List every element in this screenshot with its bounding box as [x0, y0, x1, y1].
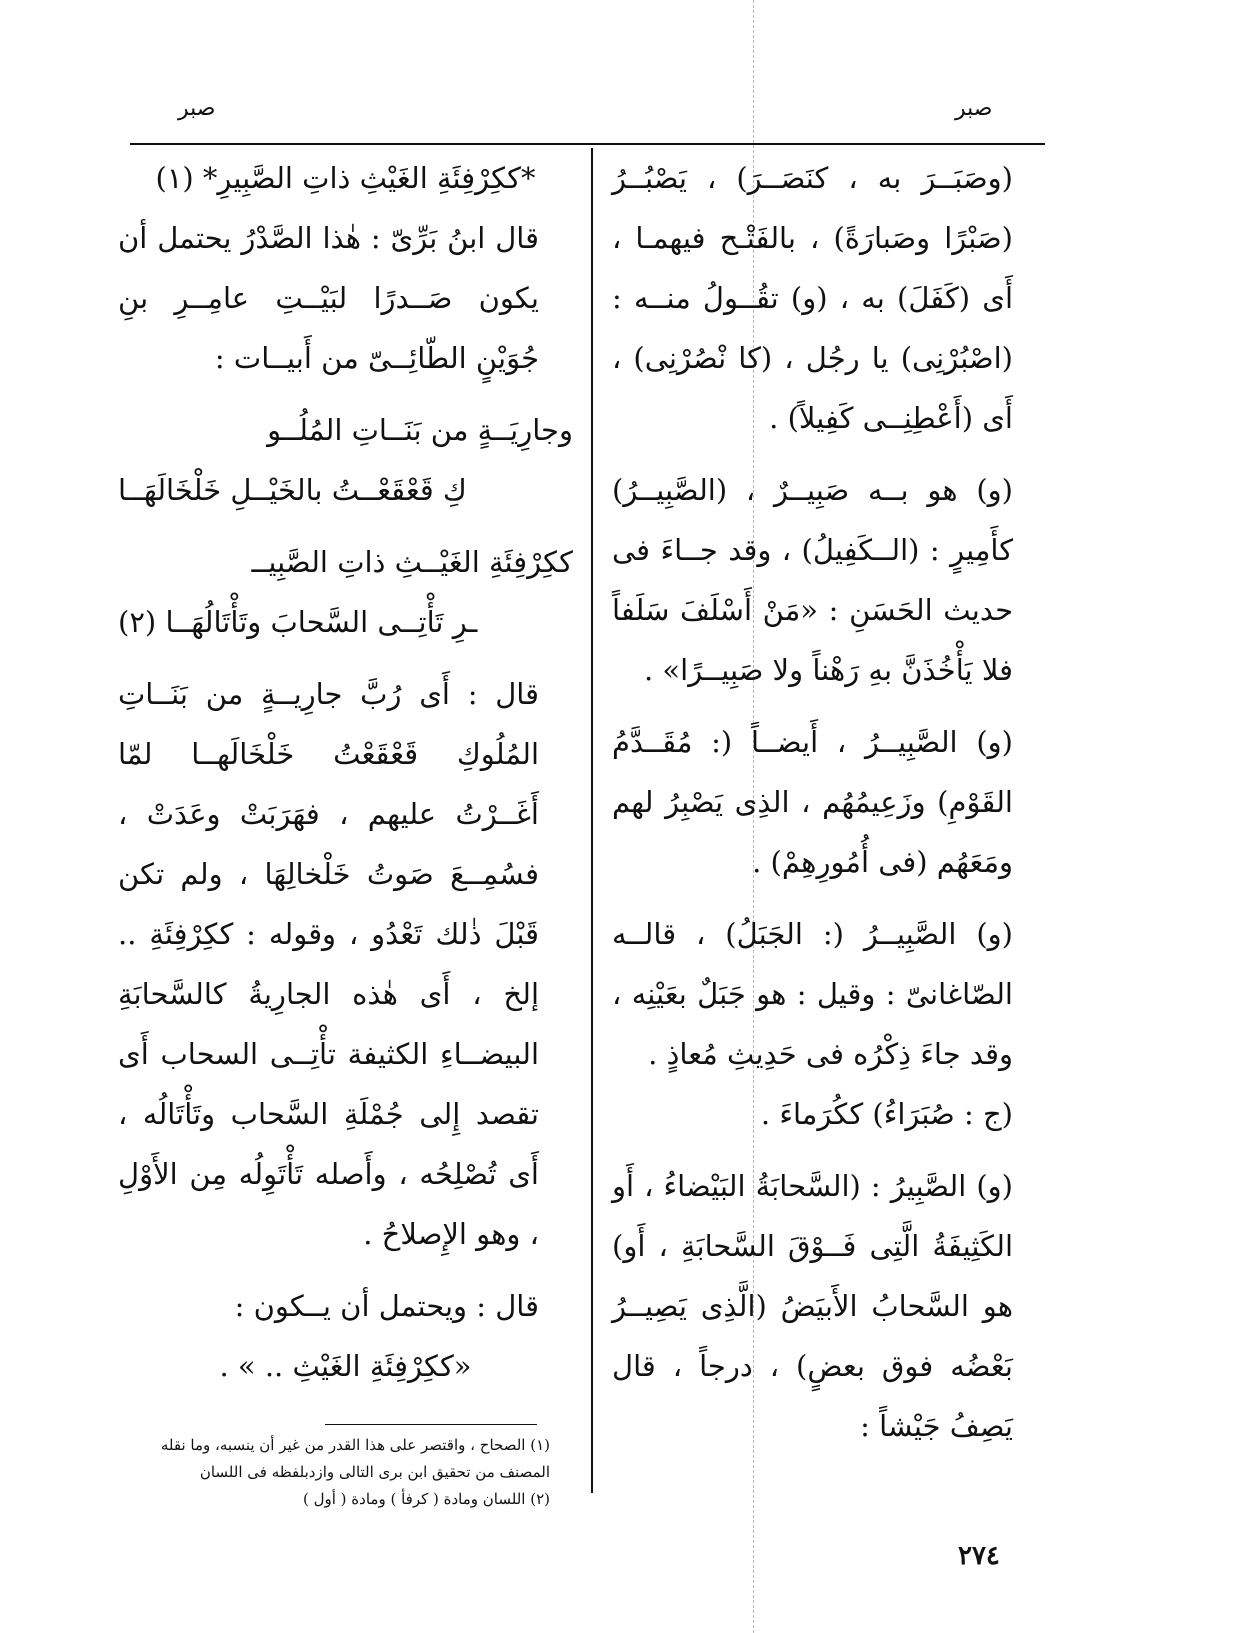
verse-line: كِ قَعْقَعْــتُ بالخَيْــلِ خَلْخَالَهَــا [118, 473, 467, 507]
header-rule [130, 143, 1045, 145]
entry-paragraph: (وصَبَــرَ به ، كنَصَــرَ) ، يَصْبُــرُ (صَبْرًا وصَبارَةً) ، بالفَتْـح فيهمـا ، أَى (كَفَلَ) به ، (و) تقُــولُ منــه : (اصْبُرْنِى) يا رجُل ، (كا نْصُرْنِى) ، أَى (أَعْطِنِــى كَفِيلاً) . [612, 161, 1013, 435]
plural-line: (ج : صُبَرَاءُ) ككُرَماءَ . [760, 1097, 1013, 1131]
entry-paragraph: (و) هو بــه صَبِيــرٌ ، (الصَّبِيــرُ) كأَمِيرٍ : (الــكَفِيلُ) ، وقد جــاءَ فى حديث الحَسَنِ : «مَنْ أَسْلَفَ سَلَفاً فلا يَأْخُذَنَّ بهِ رَهْناً ولا صَبِيــرًا» . [612, 473, 1013, 687]
footnote-rule [325, 1424, 537, 1425]
right-column [612, 148, 1047, 1456]
verse-line: وجارِيَــةٍ من بَنَــاتِ المُلُــو [267, 413, 573, 447]
entry-paragraph: قال : أَى رُبَّ جارِيــةٍ من بَنَــاتِ المُلُوكِ قَعْقَعْتُ خَلْخَالَهــا لمّا أَغَــرْتُ عليهم ، فهَرَبَتْ وعَدَتْ ، فسُمِــعَ صَوتُ خَلْخالِهَا ، ولم تكن قَبْلَ ذٰلك تَعْدُو ، وقوله : ككِرْفِئَةِ .. إلخ ، أَى هٰذه الجارِيةُ كالسَّحابَةِ البيضــاءِ الكثيفة تأْتِــى السحاب أَى تقصد إِلى جُمْلَةِ السَّحاب وتَأْتَالُه ، أَى تُصْلِحُه ، وأَصله تَأْتَوِلُه مِن الأَوْلِ ، وهو الإِصلاحُ . [118, 677, 539, 1251]
verse-couplet [118, 532, 573, 652]
header-right-title: صبر [955, 96, 993, 121]
verse-couplet [118, 400, 573, 520]
column-divider [591, 148, 593, 1493]
entry-paragraph: قال ابنُ بَرِّىّ : هٰذا الصَّدْرُ يحتمل أن يكون صَــدرًا لبَيْــتِ عامِــرِ بنِ جُوَيْنٍ الطّائِــىّ من أَبيــات : [118, 221, 539, 375]
quoted-hemistich: *ككِرْفِئَةِ الغَيْثِ ذاتِ الصَّبِيرِ* (١) [155, 161, 536, 195]
footnote: (١) الصحاح ، واقتصر على هذا القدر من غير أن ينسبه، وما نقله المصنف من تحقيق ابن برى التالى وازدبلفظه فى اللسان [160, 1436, 550, 1481]
verse-line: ـرِ تَأْتِــى السَّحابَ وتَأْتَالُهَــا (٢) [118, 605, 478, 639]
entry-paragraph: قال : ويحتمل أن يــكون : [234, 1289, 539, 1323]
header-left-title: صبر [178, 96, 216, 121]
footnotes [120, 1432, 550, 1513]
entry-paragraph: (و) الصَّبِيــرُ ، أَيضــاً (: مُقَــدَّمُ القَوْمِ) وزَعِيمُهُم ، الذِى يَصْبِرُ لهم ومَعَهُم (فى أُمُورِهِمْ) . [612, 725, 1013, 879]
page-number: ٢٧٤ [958, 1541, 1000, 1571]
entry-paragraph: (و) الصَّبِيرُ : (السَّحابَةُ البَيْضاءُ ، أَو الكَثِيفَةُ الَّتِى فَــوْقَ السَّحابَةِ ، أَو) هو السَّحابُ الأَبيَضُ (الَّذِى يَصِيــرُ بَعْضُه فوق بعضٍ) ، درجاً ، قال يَصِفُ جَيْشاً : [612, 1169, 1013, 1443]
left-column [118, 148, 573, 1396]
verse-line: ككِرْفِئَةِ الغَيْــثِ ذاتِ الصَّبِيــ [251, 545, 573, 579]
footnote: (٢) اللسان ومادة ( كرفأ ) ومادة ( أول ) [302, 1490, 550, 1508]
entry-paragraph: (و) الصَّبِيــرُ (: الجَبَلُ) ، قالــه الصّاغانىّ : وقيل : هو جَبَلٌ بعَيْنِه ، وقد جاءَ ذِكْرُه فى حَدِيثِ مُعاذٍ . [612, 917, 1013, 1071]
quoted-line: «ككِرْفِئَةِ الغَيْثِ .. » . [219, 1349, 472, 1383]
